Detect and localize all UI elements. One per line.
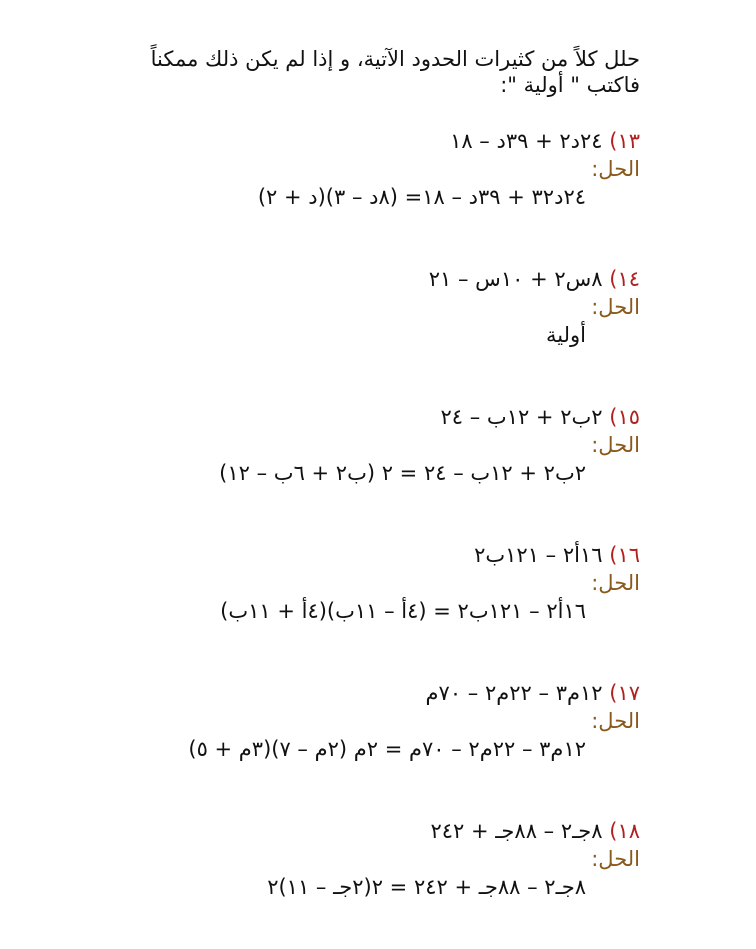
instructions-line-1: حلل كلاً من كثيرات الحدود الآتية، و إذا لم يكن ذلك ممكناً (150, 47, 640, 71)
problem-expression: ٨جـ٢ – ٨٨جـ + ٢٤٢ (430, 819, 603, 843)
problem-number: ١٦) (609, 543, 640, 567)
answer-14: أولية (546, 323, 586, 347)
problem-14 (429, 266, 640, 292)
solution-label: الحل: (591, 295, 640, 319)
problem-number: ١٤) (609, 267, 640, 291)
solution-label: الحل: (591, 847, 640, 871)
answer-18: ٨جـ٢ – ٨٨جـ + ٢٤٢ = ٢(٢جـ – ١١)٢ (267, 875, 586, 899)
problem-number: ١٥) (609, 405, 640, 429)
problem-number: ١٣) (609, 129, 640, 153)
problem-16 (474, 542, 640, 568)
problem-expression: ٢ب٢ + ١٢ب – ٢٤ (440, 405, 603, 429)
problem-17 (426, 680, 640, 706)
solution-label: الحل: (591, 709, 640, 733)
problem-expression: ١٦أ٢ – ١٢١ب٢ (474, 543, 603, 567)
answer-16: ١٦أ٢ – ١٢١ب٢ = (٤أ – ١١ب)(٤أ + ١١ب) (220, 599, 586, 623)
problem-15 (441, 404, 641, 430)
problem-number: ١٨) (609, 819, 640, 843)
problem-13 (450, 128, 640, 154)
solution-label: الحل: (591, 157, 640, 181)
problem-18 (430, 818, 640, 844)
problem-expression: ٢٤د٢ + ٣٩د – ١٨ (450, 129, 603, 153)
answer-15: ٢ب٢ + ١٢ب – ٢٤ = ٢ (ب٢ + ٦ب – ١٢) (219, 461, 586, 485)
solution-label: الحل: (591, 433, 640, 457)
problem-expression: ٨س٢ + ١٠س – ٢١ (428, 267, 603, 291)
problem-expression: ١٢م٣ – ٢٢م٢ – ٧٠م (425, 681, 603, 705)
solution-label: الحل: (591, 571, 640, 595)
problem-number: ١٧) (609, 681, 640, 705)
instructions-line-2: فاكتب " أولية ": (500, 73, 640, 97)
answer-17: ١٢م٣ – ٢٢م٢ – ٧٠م = ٢م (٢م – ٧)(٣م + ٥) (188, 737, 586, 761)
answer-13: ٢٤د٣٢ + ٣٩د – ١٨= (٨د – ٣)(د + ٢) (257, 185, 586, 209)
